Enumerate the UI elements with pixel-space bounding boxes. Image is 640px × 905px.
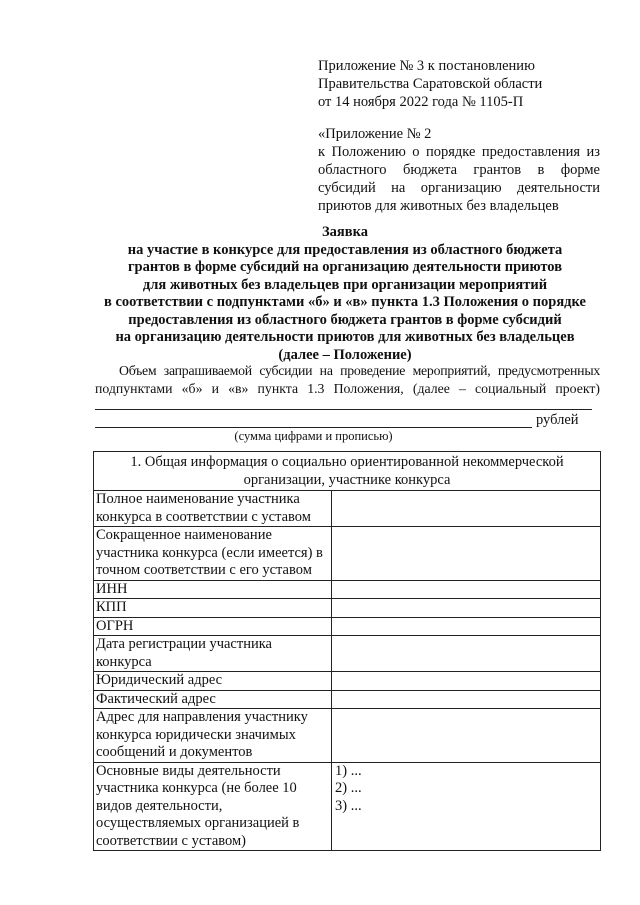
table-row-activities — [94, 762, 601, 851]
appendix-header-line: Приложение № 3 к постановлению — [318, 58, 535, 74]
row-value-field[interactable] — [332, 527, 601, 581]
appendix-inner — [318, 125, 600, 215]
row-value-field[interactable] — [332, 491, 601, 527]
row-label: КПП — [94, 599, 332, 618]
row-label: Сокращенное наименование участника конкурса (если имеется) в точном соответствии с его уставом — [94, 527, 332, 581]
row-label: ИНН — [94, 580, 332, 599]
table-row — [94, 617, 601, 636]
table-row — [94, 672, 601, 691]
row-value-field[interactable] — [332, 690, 601, 709]
row-label: Полное наименование участника конкурса в соответствии с уставом — [94, 491, 332, 527]
row-value-field[interactable] — [332, 580, 601, 599]
general-info-table — [93, 451, 601, 851]
appendix-header-line: Правительства Саратовской области — [318, 76, 543, 92]
activities-list[interactable] — [332, 762, 601, 851]
table-row — [94, 690, 601, 709]
title-line: в соответствии с подпунктами «б» и «в» пункта 1.3 Положения о порядке — [104, 294, 586, 310]
row-label: Адрес для направления участнику конкурса юридически значимых сообщений и документов — [94, 709, 332, 763]
title-line: предоставления из областного бюджета грантов в форме субсидий — [128, 311, 562, 328]
appendix-inner-body: к Положению о порядке предоставления из областного бюджета грантов в форме субсидий на организацию деятельности приютов для животных без владельцев — [318, 144, 600, 214]
title-line: грантов в форме субсидий на организацию деятельности приютов — [127, 259, 563, 275]
subsidy-volume-line: подпунктами «б» и «в» пункта 1.3 Положения, (далее – социальный проект) — [95, 381, 600, 396]
table-row — [94, 491, 601, 527]
appendix-inner-title: «Приложение № 2 — [318, 126, 432, 142]
table-row — [94, 580, 601, 599]
title-line: на участие в конкурсе для предоставления из областного бюджета — [127, 241, 563, 258]
table-row — [94, 527, 601, 581]
title-line: для животных без владельцев при организации мероприятий — [142, 276, 548, 293]
activity-item: 3) ... — [335, 797, 362, 814]
activity-item: 1) ... — [335, 762, 362, 779]
row-label: Дата регистрации участника конкурса — [94, 636, 332, 672]
row-label: Юридический адрес — [94, 672, 332, 691]
table-row — [94, 709, 601, 763]
table-section-header — [94, 452, 601, 491]
title-line: на организацию деятельности приютов для животных без владельцев — [115, 329, 575, 345]
currency-label: рублей — [536, 412, 579, 428]
subsidy-volume-line: Объем запрашиваемой субсидии на проведение мероприятий, предусмотренных — [119, 363, 600, 378]
row-value-field[interactable] — [332, 709, 601, 763]
title-line: (далее – Положение) — [278, 346, 412, 363]
section-title: 1. Общая информация о социально ориентированной некоммерческой организации, участнике конкурса — [94, 452, 601, 491]
row-value-field[interactable] — [332, 599, 601, 618]
row-label: Фактический адрес — [94, 690, 332, 709]
appendix-header-line: от 14 ноября 2022 года № 1105-П — [318, 94, 524, 110]
subsidy-volume-text — [95, 362, 600, 398]
table-row — [94, 636, 601, 672]
table-row — [94, 599, 601, 618]
appendix-header — [318, 57, 600, 111]
document-title — [90, 224, 600, 364]
activity-item: 2) ... — [335, 780, 362, 796]
row-value-field[interactable] — [332, 636, 601, 672]
amount-fill-line[interactable] — [95, 409, 592, 410]
amount-caption: (сумма цифрами и прописью) — [234, 429, 393, 443]
row-label: ОГРН — [94, 617, 332, 636]
title-line: Заявка — [322, 224, 368, 240]
row-value-field[interactable] — [332, 672, 601, 691]
row-value-field[interactable] — [332, 617, 601, 636]
row-label: Основные виды деятельности участника конкурса (не более 10 видов деятельности, осуществляемых организацией в соответствии с уставом) — [94, 762, 332, 851]
